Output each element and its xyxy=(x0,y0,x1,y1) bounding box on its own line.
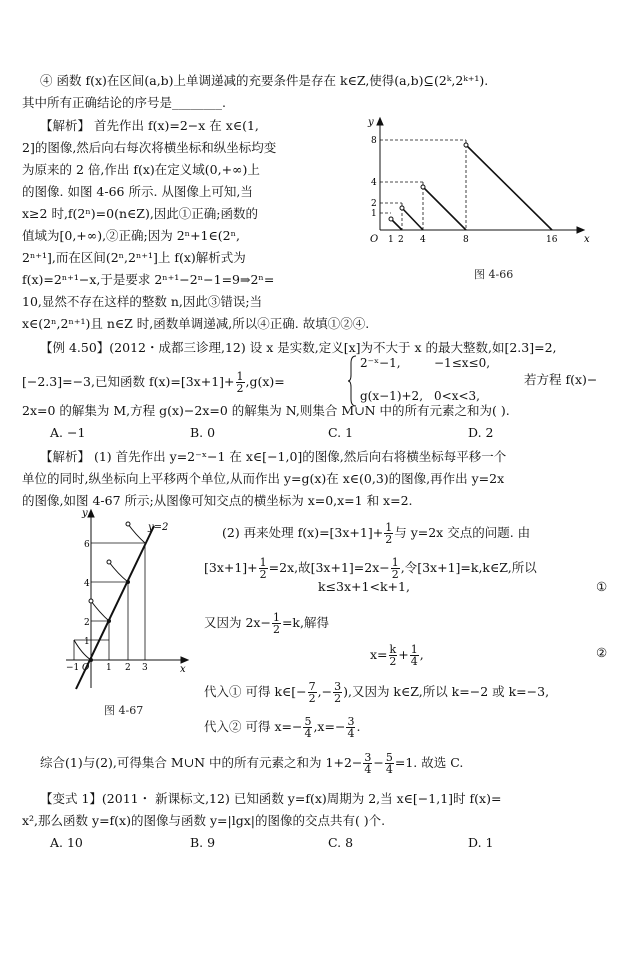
fraction-numerator: 5 xyxy=(304,715,312,728)
analysis-line: 值域为[0,+∞),②正确;因为 2ⁿ+1∈(2ⁿ, xyxy=(22,228,240,243)
y-tick-label: 6 xyxy=(84,540,90,550)
analysis-text: − xyxy=(373,755,384,770)
x-tick-label: 4 xyxy=(420,235,426,245)
case-cond: 0<x<3, xyxy=(434,389,480,403)
x-tick-label: 16 xyxy=(546,235,558,245)
y-tick-label: 1 xyxy=(371,209,377,219)
question-prompt: 其中所有正确结论的序号是________. xyxy=(22,95,226,110)
analysis-text: + xyxy=(398,647,409,662)
analysis-line: 【解析】 首先作出 f(x)=2−x 在 x∈(1, xyxy=(40,118,259,133)
fraction xyxy=(384,522,393,545)
fraction xyxy=(410,644,419,667)
variant-line: x²,那么函数 y=f(x)的图像与函数 y=|lgx|的图像的交点共有( )个. xyxy=(22,813,386,828)
y-tick-label: 4 xyxy=(371,178,377,188)
fraction-denominator: 4 xyxy=(410,655,418,668)
case-expr: 2⁻ˣ−1, xyxy=(360,356,401,370)
fraction-numerator: k xyxy=(389,643,397,656)
x-axis-label: x xyxy=(180,664,186,675)
x-tick-label: 1 xyxy=(388,235,394,245)
analysis-text: 综合(1)与(2),可得集合 M∪N 中的所有元素之和为 1+2− xyxy=(40,755,363,770)
line-label: y=2 xyxy=(148,522,169,533)
example-text: [−2.3]=−3,已知函数 f(x)=[3x+1]+ xyxy=(22,374,235,389)
analysis-line xyxy=(204,557,620,580)
figure-4-66-caption: 图 4-66 xyxy=(474,268,514,281)
analysis-line: 的图像. 如图 4-66 所示. 从图像上可知,当 xyxy=(22,184,253,199)
analysis-text: ,令[3x+1]=k,k∈Z,所以 xyxy=(400,560,537,575)
analysis-text: (2) 再来处理 f(x)=[3x+1]+ xyxy=(222,525,384,540)
y-arrow-icon xyxy=(88,510,94,517)
example-text: 若方程 f(x)− xyxy=(524,372,598,387)
fraction xyxy=(236,371,245,394)
fraction-denominator: 4 xyxy=(347,727,355,740)
fraction xyxy=(333,681,342,704)
fraction xyxy=(303,716,312,739)
x-tick-label: 2 xyxy=(398,235,404,245)
analysis-line: f(x)=2ⁿ⁺¹−x,于是要求 2ⁿ⁺¹−2ⁿ−1=9⇒2ⁿ= xyxy=(22,272,275,287)
analysis-line xyxy=(204,612,620,635)
fraction-denominator: 2 xyxy=(308,692,316,705)
choice-c: C. 1 xyxy=(328,425,354,440)
choice-d: D. 2 xyxy=(468,425,494,440)
piecewise-cond-1 xyxy=(434,355,490,371)
case-cond: −1≤x≤0, xyxy=(434,356,491,370)
fraction-denominator: 4 xyxy=(385,763,393,776)
analysis-text xyxy=(40,117,346,135)
fraction-numerator: 1 xyxy=(236,370,244,383)
fraction-denominator: 2 xyxy=(259,568,267,581)
analysis-line: 2ⁿ⁺¹],而在区间(2ⁿ,2ⁿ⁺¹]上 f(x)解析式为 xyxy=(22,250,246,265)
fraction-numerator: 7 xyxy=(308,680,316,693)
analysis-line: 10,显然不存在这样的整数 n,因此③错误;当 xyxy=(22,294,263,309)
choice-b: B. 9 xyxy=(190,835,216,850)
fraction-numerator: 3 xyxy=(347,715,355,728)
y-tick-label: 1 xyxy=(84,637,90,647)
analysis-text: . xyxy=(356,719,361,734)
analysis-line: 2]的图像,然后向右每次将横坐标和纵坐标均变 xyxy=(22,140,277,155)
analysis-text: 与 y=2x 交点的问题. 由 xyxy=(394,525,531,540)
fraction-denominator: 4 xyxy=(304,727,312,740)
x-tick-label: −1 xyxy=(66,663,80,673)
analysis-text: =k,解得 xyxy=(281,615,329,630)
fraction xyxy=(391,557,400,580)
function-segments xyxy=(391,145,552,230)
choice-d: D. 1 xyxy=(468,835,494,850)
y-axis-label: y xyxy=(82,508,88,519)
equation-number-1: ① xyxy=(596,579,608,594)
analysis-text: =2x,故[3x+1]=2x− xyxy=(268,560,390,575)
y-tick-label: 2 xyxy=(371,199,377,209)
fraction-denominator: 2 xyxy=(272,623,280,636)
x-tick-label: O xyxy=(82,663,90,673)
y-tick-label: 4 xyxy=(84,579,90,589)
figure-4-66 xyxy=(362,112,592,252)
fraction-numerator: 3 xyxy=(334,680,342,693)
analysis-line: 为原来的 2 倍,作出 f(x)在定义域(0,+∞)上 xyxy=(22,162,260,177)
left-brace-icon xyxy=(347,355,357,407)
statement-4: ④ 函数 f(x)在区间(a,b)上单调递减的充要条件是存在 k∈Z,使得(a,b)⊆(2ᵏ,2ᵏ⁺¹). xyxy=(40,73,489,88)
x-arrow-icon xyxy=(181,657,188,663)
analysis-text: x= xyxy=(370,647,388,662)
fraction-numerator: 3 xyxy=(364,751,372,764)
variant-line: 【变式 1】(2011・ 新课标文,12) 已知函数 y=f(x)周期为 2,当 x∈[−1,1]时 f(x)= xyxy=(40,791,502,806)
piecewise-case-1 xyxy=(360,355,401,371)
x-tick-label: 8 xyxy=(463,235,469,245)
equation-number-2: ② xyxy=(596,645,608,660)
analysis-line: 的图像,如图 4-67 所示;从图像可知交点的横坐标为 x=0,x=1 和 x=2. xyxy=(22,493,413,508)
choice-a: A. −1 xyxy=(50,425,86,440)
fraction xyxy=(272,612,281,635)
fraction-numerator: 1 xyxy=(410,643,418,656)
figure-4-67 xyxy=(62,504,192,692)
x-tick-label: 2 xyxy=(125,663,131,673)
x-arrow-icon xyxy=(577,227,584,233)
analysis-text: ,x=− xyxy=(313,719,346,734)
y-tick-label: 8 xyxy=(371,136,377,146)
case-expr: g(x−1)+2, xyxy=(360,389,424,403)
example-line: 2x=0 的解集为 M,方程 g(x)−2x=0 的解集为 N,则集合 M∪N 中的所有元素之和为( ). xyxy=(22,403,510,418)
fraction xyxy=(346,716,355,739)
fraction-denominator: 4 xyxy=(364,763,372,776)
fraction-numerator: 1 xyxy=(391,556,399,569)
x-tick-label: 3 xyxy=(142,663,148,673)
analysis-line: 单位的同时,纵坐标向上平移两个单位,从而作出 y=g(x)在 x∈(0,3)的图像,再作出 y=2x xyxy=(22,471,505,486)
choice-c: C. 8 xyxy=(328,835,354,850)
analysis-line: x∈(2ⁿ,2ⁿ⁺¹)且 n∈Z 时,函数单调递减,所以④正确. 故填①②④. xyxy=(22,316,370,331)
analysis-text: 又因为 2x− xyxy=(204,615,271,630)
analysis-line: x≥2 时,f(2ⁿ)=0(n∈Z),因此①正确;函数的 xyxy=(22,206,259,221)
fraction-numerator: 5 xyxy=(385,751,393,764)
fraction-denominator: 2 xyxy=(334,692,342,705)
analysis-text: =1. 故选 C. xyxy=(394,755,464,770)
fraction-numerator: 1 xyxy=(259,556,267,569)
analysis-text: , xyxy=(419,647,424,662)
y-arrow-icon xyxy=(377,118,383,125)
conclusion-line xyxy=(40,752,620,775)
fraction-denominator: 2 xyxy=(391,568,399,581)
fraction-numerator: 1 xyxy=(272,611,280,624)
y-tick-label: 2 xyxy=(84,618,90,628)
example-line: 【例 4.50】(2012・成都三诊理,12) 设 x 是实数,定义[x]为不大于 x 的最大整数,如[2.3]=2, xyxy=(40,340,557,355)
fraction-denominator: 2 xyxy=(389,655,397,668)
x-axis-label: x xyxy=(584,234,590,245)
choice-b: B. 0 xyxy=(190,425,216,440)
fraction-denominator: 2 xyxy=(385,533,393,546)
equation-x xyxy=(370,644,424,667)
analysis-text: ) xyxy=(343,684,348,699)
analysis-text: 代入① 可得 k∈ xyxy=(204,684,292,699)
y-axis-label: y xyxy=(368,117,374,128)
fraction xyxy=(389,644,398,667)
example-text: ,g(x)= xyxy=(245,374,285,389)
analysis-text: ,又因为 k∈Z,所以 k=−2 或 k=−3, xyxy=(347,684,550,699)
fraction-denominator: 2 xyxy=(236,382,244,395)
analysis-line xyxy=(204,716,620,739)
x-tick-label: 1 xyxy=(106,663,112,673)
fraction xyxy=(385,752,394,775)
analysis-text: [3x+1]+ xyxy=(204,560,258,575)
analysis-line xyxy=(222,522,620,545)
fraction xyxy=(308,681,317,704)
figure-4-67-caption: 图 4-67 xyxy=(104,704,144,717)
analysis-line: 【解析】 (1) 首先作出 y=2⁻ˣ−1 在 x∈[−1,0]的图像,然后向右将横坐标每平移一个 xyxy=(40,449,507,464)
analysis-line xyxy=(204,681,620,704)
choice-a: A. 10 xyxy=(50,835,83,850)
origin-label: O xyxy=(370,234,379,245)
analysis-text: ,− xyxy=(317,684,333,699)
inequality: k≤3x+1<k+1, xyxy=(318,579,410,594)
fraction xyxy=(259,557,268,580)
fraction-numerator: 1 xyxy=(385,521,393,534)
analysis-text: 代入② 可得 x=− xyxy=(204,719,303,734)
analysis-text: [− xyxy=(291,684,307,699)
fraction xyxy=(363,752,372,775)
